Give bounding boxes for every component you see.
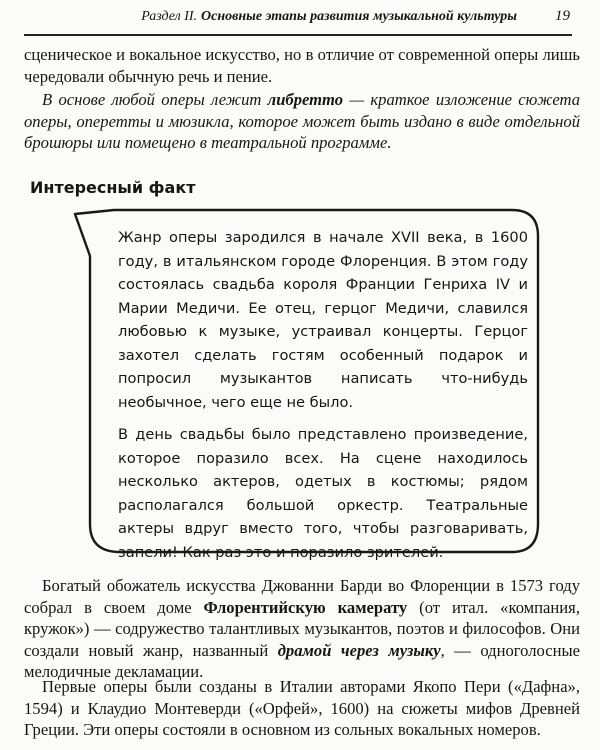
- fact-body: [118, 226, 528, 564]
- paragraph-3-part-1: Богатый обожатель искусства Джованни Барди во Флоренции в 1573 году собрал в своем доме: [24, 576, 580, 617]
- paragraph-3-part-2: (от итал. «компания, кружок») — содружество талантливых музыкантов, поэтов и философов. Они создали новый жанр, названный: [24, 597, 580, 660]
- running-header: [24, 8, 570, 30]
- paragraph-2: [24, 89, 580, 154]
- fact-paragraph-1: Жанр оперы зародился в начале XVII века, в 1600 году, в итальянском городе Флоренция. В этом году состоялась свадьба короля Франции Генриха IV и Марии Медичи. Ее отец, герцог Медичи, славился любовью к музыке, устраивал концерты. Герцог захотел сделать гостям особенный подарок и попросил музыкантов написать что-нибудь необычное, чего еще не было.: [118, 229, 528, 411]
- header-rule: [24, 34, 572, 36]
- paragraph-2-after: — краткое изложение сюжета оперы, оперетты и мюзикла, которое может быть издано в виде отдельной брошюры или помещено в театральной программе.: [24, 90, 580, 152]
- fact-callout: [72, 206, 542, 561]
- fact-paragraph-2: В день свадьбы было представлено произведение, которое поразило всех. На сцене находилось несколько актеров, одетых в костюмы; рядом располагался большой оркестр. Театральные актеры вдруг вместо того, чтобы разговаривать, запели! Как раз это и поразило зрителей.: [118, 426, 528, 561]
- paragraph-4: Первые оперы были созданы в Италии авторами Якопо Пери («Дафна», 1594) и Клаудио Монтеверди («Орфей», 1600) на сюжеты мифов Древней Греции. Эти оперы состояли в основном из сольных вокальных номеров.: [24, 677, 580, 739]
- paragraph-3: [24, 575, 580, 683]
- term-libretto: либретто: [267, 90, 344, 109]
- paragraph-2-before: В основе любой оперы лежит: [42, 90, 268, 109]
- header-section: Раздел II.: [141, 9, 198, 24]
- term-drama-through-music: драмой через музыку: [277, 640, 441, 660]
- fact-heading: Интересный факт: [30, 178, 196, 197]
- header-title: Основные этапы развития музыкальной культуры: [201, 9, 517, 24]
- paragraph-3-part-3: , — одноголосные мелодичные декламации.: [24, 640, 580, 681]
- page-number: 19: [555, 8, 570, 24]
- term-florentine-camerata: Флорентийскую камерату: [203, 597, 408, 617]
- paragraph-1: сценическое и вокальное искусство, но в отличие от современной оперы лишь чередовали обычную речь и пение.: [24, 45, 580, 86]
